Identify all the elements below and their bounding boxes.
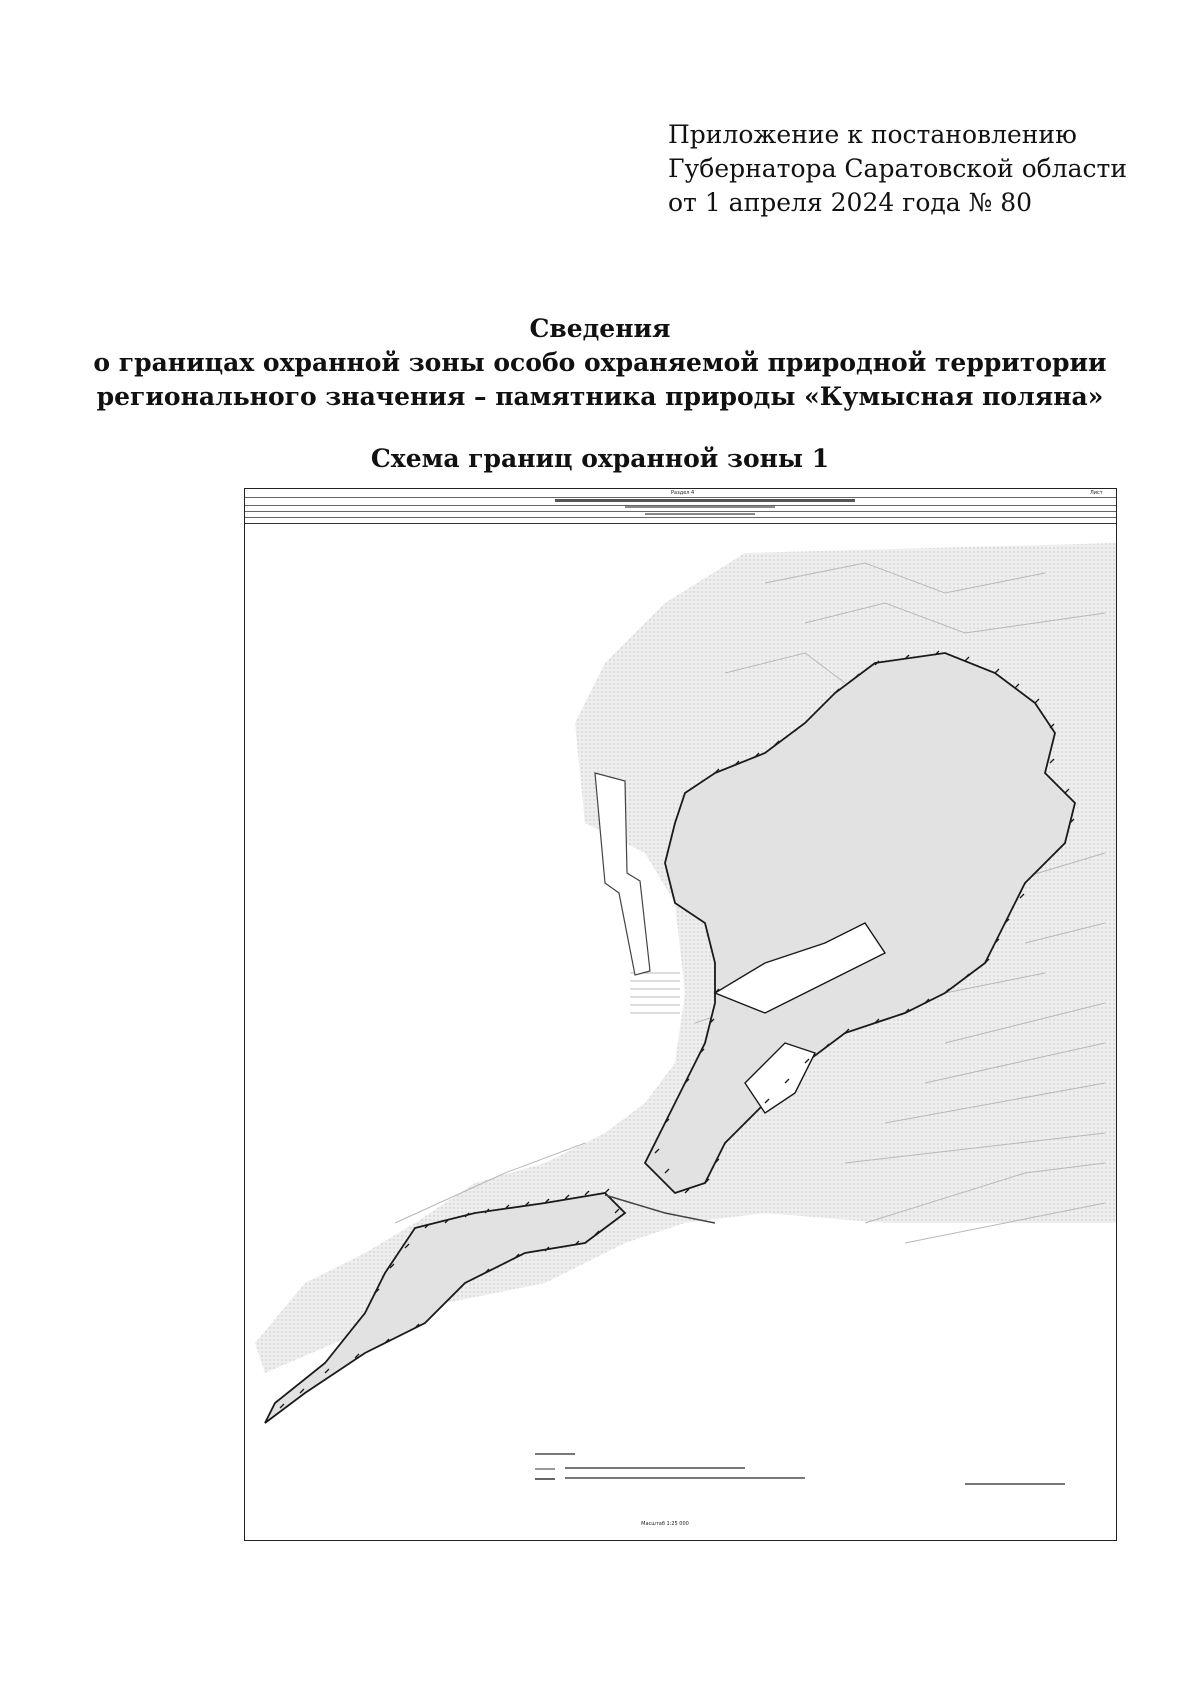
heading-line-2: о границах охранной зоны особо охраняемой природной территории [93, 348, 1107, 377]
appendix-line-1: Приложение к постановлению [668, 120, 1077, 149]
map-header-section: Раздел 4 [671, 490, 695, 496]
map-scale-label: Масштаб 1:25 000 [641, 1521, 689, 1527]
map-footer [641, 1483, 1065, 1527]
map-frame [244, 488, 1117, 1541]
document-heading [0, 312, 1200, 414]
heading-line-1: Сведения [529, 314, 671, 343]
appendix-reference [668, 118, 1127, 220]
header-text-placeholder [625, 506, 775, 508]
map-header-sheet: Лист [1090, 490, 1103, 496]
map-header-table [245, 489, 1116, 524]
field-hatching [630, 973, 680, 1013]
header-text-placeholder [645, 513, 755, 515]
appendix-line-3: от 1 апреля 2024 года № 80 [668, 188, 1033, 217]
header-rule [245, 497, 1116, 498]
boundary-map [245, 523, 1116, 1540]
header-rule [245, 511, 1116, 512]
heading-line-3: регионального значения – памятника природы «Кумысная поляна» [96, 382, 1104, 411]
scheme-title: Схема границ охранной зоны 1 [370, 444, 830, 473]
header-text-placeholder [555, 499, 855, 502]
header-rule [245, 517, 1116, 518]
map-legend [535, 1453, 805, 1479]
signature-line [965, 1483, 1065, 1485]
appendix-line-2: Губернатора Саратовской области [668, 154, 1127, 183]
